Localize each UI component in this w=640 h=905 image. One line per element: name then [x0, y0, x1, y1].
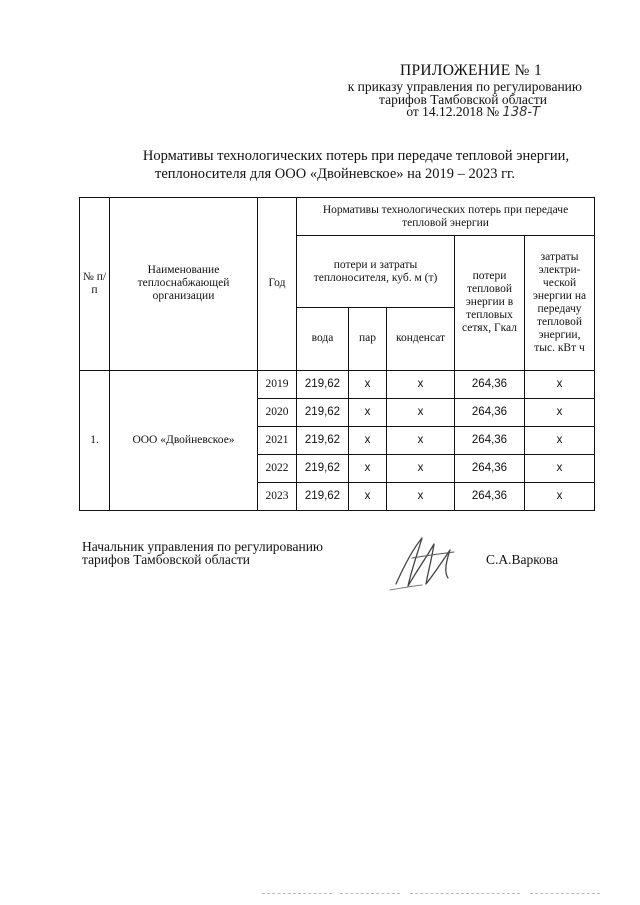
cell-power: х — [525, 426, 595, 454]
appendix-ref-line3 — [406, 104, 540, 120]
handwritten-signature — [382, 528, 474, 596]
table-row — [80, 370, 595, 398]
header-year: Год — [258, 198, 297, 371]
scan-edge-dash — [262, 893, 332, 895]
header-carrier-losses: потери и затраты теплоносителя, куб. м (т) — [297, 236, 455, 308]
cell-steam: х — [349, 482, 387, 510]
header-water: вода — [297, 308, 349, 370]
document-title-line1: Нормативы технологических потерь при передаче тепловой энергии, — [142, 148, 570, 164]
cell-steam: х — [349, 426, 387, 454]
cell-steam: х — [349, 370, 387, 398]
header-power-costs: затраты электри-ческой энергии на передачу тепловой энергии, тыс. кВт ч — [525, 236, 595, 370]
cell-power: х — [525, 370, 595, 398]
header-steam: пар — [349, 308, 387, 370]
cell-year: 2021 — [258, 426, 297, 454]
cell-condensate: х — [387, 398, 455, 426]
signatory-position — [82, 540, 323, 566]
cell-steam: х — [349, 454, 387, 482]
cell-heat: 264,36 — [455, 454, 525, 482]
signatory-position-line2: тарифов Тамбовской области — [82, 552, 250, 567]
header-heat-losses: потери тепловой энергии в тепловых сетях, Гкал — [455, 236, 525, 370]
cell-heat: 264,36 — [455, 398, 525, 426]
signatory-position-line1: Начальник управления по регулированию — [82, 539, 324, 554]
order-date: от 14.12.2018 № — [406, 104, 500, 119]
header-norms-group: Нормативы технологических потерь при передаче тепловой энергии — [297, 198, 595, 236]
cell-steam: х — [349, 398, 387, 426]
order-number-handwritten: 138-Т — [502, 105, 540, 120]
cell-water: 219,62 — [297, 454, 349, 482]
document-title — [0, 147, 640, 183]
org-name: ООО «Двойневское» — [110, 370, 258, 510]
cell-power: х — [525, 482, 595, 510]
scan-edge-dash — [410, 893, 520, 895]
cell-water: 219,62 — [297, 398, 349, 426]
cell-year: 2023 — [258, 482, 297, 510]
header-num: № п/п — [80, 198, 110, 371]
cell-power: х — [525, 454, 595, 482]
cell-year: 2022 — [258, 454, 297, 482]
scan-edge-dash — [530, 893, 600, 895]
cell-water: 219,62 — [297, 426, 349, 454]
appendix-ref-line1: к приказу управления по регулированию — [347, 79, 582, 94]
signatory-name: С.А.Варкова — [486, 552, 559, 567]
cell-power: х — [525, 398, 595, 426]
cell-heat: 264,36 — [455, 482, 525, 510]
scan-edge-dash — [340, 893, 400, 895]
norms-table — [79, 197, 595, 511]
appendix-title: ПРИЛОЖЕНИЕ № 1 — [399, 62, 542, 79]
header-org: Наименование теплоснабжающей организации — [110, 198, 258, 371]
row-number: 1. — [80, 370, 110, 510]
appendix-ref-line2: тарифов Тамбовской области — [379, 92, 547, 107]
header-condensate: конденсат — [387, 308, 455, 370]
cell-condensate: х — [387, 454, 455, 482]
cell-year: 2019 — [258, 370, 297, 398]
cell-condensate: х — [387, 482, 455, 510]
cell-water: 219,62 — [297, 370, 349, 398]
cell-heat: 264,36 — [455, 426, 525, 454]
cell-condensate: х — [387, 426, 455, 454]
document-title-line2: теплоносителя для ООО «Двойневское» на 2019 – 2023 гг. — [154, 166, 515, 182]
cell-water: 219,62 — [297, 482, 349, 510]
cell-heat: 264,36 — [455, 370, 525, 398]
cell-year: 2020 — [258, 398, 297, 426]
cell-condensate: х — [387, 370, 455, 398]
